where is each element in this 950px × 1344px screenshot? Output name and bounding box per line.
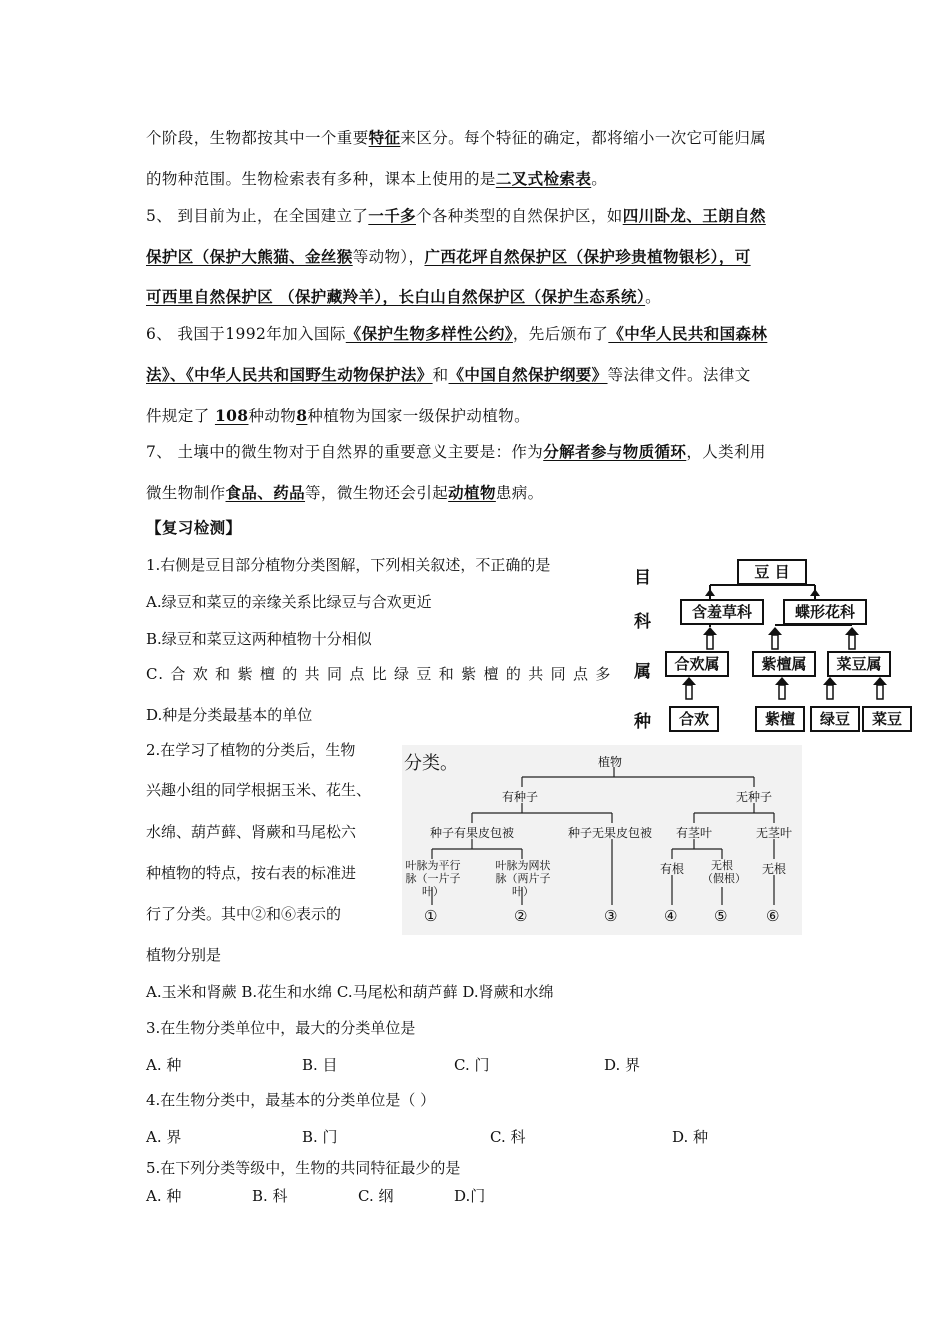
- node-seed: 有种子: [502, 790, 539, 804]
- answer: 广西花坪自然保护区（保护珍贵植物银杉），可: [424, 247, 751, 266]
- text-line: [146, 128, 766, 148]
- answer: 《中国自然保护纲要》: [448, 365, 608, 384]
- question-stem: 兴趣小组的同学根据玉米、花生、: [146, 781, 372, 799]
- node-root-yes: 有根: [660, 862, 685, 876]
- text-line: [146, 247, 751, 267]
- text: 等动物），: [352, 248, 425, 266]
- answer: 《中华人民共和国森林: [608, 324, 768, 343]
- option-c: C. 门: [454, 1056, 490, 1074]
- answer: 动植物: [448, 483, 496, 502]
- question-options: A.玉米和肾蕨 B.花生和水绵 C.马尾松和葫芦藓 D.肾蕨和水绵: [146, 983, 554, 1001]
- node-net: 叶脉为网状脉（两片子叶）: [495, 859, 551, 898]
- level-label: 种: [634, 712, 651, 732]
- question-stem: 3.在生物分类单位中，最大的分类单位是: [146, 1019, 416, 1037]
- answer: 8: [296, 406, 308, 425]
- text-line: [146, 483, 544, 503]
- text: 种动物: [248, 407, 297, 425]
- genus-box: 紫檀属: [752, 651, 816, 677]
- node-root-fake: 无根（假根）: [702, 859, 746, 885]
- answer: 分解者参与物质循环: [543, 442, 687, 461]
- answer: 108: [214, 406, 249, 425]
- text: 。: [645, 288, 662, 306]
- text: 种植物为国家一级保护动植物。: [307, 407, 530, 425]
- leaf-2: ②: [514, 907, 528, 925]
- plant-classification-diagram: [402, 745, 802, 935]
- genus-box: 菜豆属: [827, 651, 891, 677]
- text: 7、 土壤中的微生物对于自然界的重要意义主要是：作为: [146, 443, 544, 461]
- answer: 四川卧龙、王朗自然: [622, 206, 766, 225]
- text: 个阶段，生物都按其中一个重要: [146, 129, 369, 147]
- species-box: 紫檀: [755, 706, 805, 732]
- text-line: [146, 324, 767, 344]
- option-d: D. 界: [604, 1056, 641, 1074]
- level-label: 科: [634, 612, 651, 632]
- text: 等，微生物还会引起: [305, 484, 449, 502]
- text: 5、 到目前为止，在全国建立了: [146, 207, 369, 225]
- option-c: C. 纲: [358, 1187, 394, 1205]
- node-noseed: 无种子: [736, 790, 773, 804]
- text-line: [146, 206, 766, 226]
- text-line: [146, 365, 751, 385]
- option-a: A. 种: [146, 1187, 182, 1205]
- answer: 食品、药品: [225, 483, 306, 502]
- node-naked: 种子无果皮包被: [568, 826, 653, 840]
- option-b: B.绿豆和菜豆这两种植物十分相似: [146, 630, 372, 648]
- section-title: 【复习检测】: [146, 518, 242, 537]
- leaf-1: ①: [424, 907, 438, 925]
- node-parallel: 叶脉为平行脉（一片子叶）: [405, 859, 461, 898]
- text: 患病。: [495, 484, 544, 502]
- leaf-6: ⑥: [766, 907, 780, 925]
- answer: 法》、《中华人民共和国野生动物保护法》: [146, 365, 433, 384]
- leaf-4: ④: [664, 907, 678, 925]
- leaf-5: ⑤: [714, 907, 728, 925]
- text: 件规定了: [146, 407, 215, 425]
- text: 6、 我国于1992年加入国际: [146, 325, 346, 343]
- text-line: [146, 442, 766, 462]
- question-stem: 植物分别是: [146, 946, 222, 964]
- legume-classification-diagram: [625, 555, 910, 745]
- text-line: [146, 406, 530, 426]
- genus-box: 合欢属: [665, 651, 729, 677]
- answer: 一千多: [368, 206, 416, 225]
- text: ，先后颁布了: [512, 325, 609, 343]
- answer: 《保护生物多样性公约》: [345, 324, 513, 343]
- option-c: C. 合 欢 和 紫 檀 的 共 同 点 比 绿 豆 和 紫 檀 的 共 同 点 多: [146, 665, 612, 683]
- family-box: 蝶形花科: [783, 599, 867, 625]
- level-label: 目: [634, 568, 651, 588]
- species-box: 合欢: [669, 706, 719, 732]
- order-box: 豆 目: [737, 559, 807, 585]
- text: 的物种范围。生物检索表有多种，课本上使用的是: [146, 170, 496, 188]
- question-stem: 种植物的特点，按右表的标准进: [146, 864, 357, 882]
- option-a: A.绿豆和菜豆的亲缘关系比绿豆与合欢更近: [146, 593, 432, 611]
- option-a: A. 种: [146, 1056, 182, 1074]
- answer: 保护区（保护大熊猫、金丝猴: [146, 247, 353, 266]
- question-stem: 2.在学习了植物的分类后，生物: [146, 741, 356, 759]
- text: 来区分。每个特征的确定，都将缩小一次它可能归属: [400, 129, 767, 147]
- text: 等法律文件。法律文: [607, 366, 751, 384]
- option-d: D. 种: [672, 1128, 709, 1146]
- question-stem: 行了分类。其中②和⑥表示的: [146, 905, 342, 923]
- option-b: B. 门: [302, 1128, 338, 1146]
- node-nostem: 无茎叶: [756, 826, 793, 840]
- option-d: D.门: [454, 1187, 486, 1205]
- option-a: A. 界: [146, 1128, 182, 1146]
- text: 微生物制作: [146, 484, 226, 502]
- node-root-no: 无根: [762, 862, 787, 876]
- text: 。: [591, 170, 608, 188]
- text: ，人类利用: [686, 443, 766, 461]
- text-line: [146, 169, 607, 189]
- node-covered: 种子有果皮包被: [430, 826, 515, 840]
- node-root: 植物: [598, 755, 623, 769]
- leaf-3: ③: [604, 907, 618, 925]
- node-stem: 有茎叶: [676, 826, 713, 840]
- text: 个各种类型的自然保护区，如: [416, 207, 623, 225]
- family-box: 含羞草科: [680, 599, 764, 625]
- question-stem: 5.在下列分类等级中，生物的共同特征最少的是: [146, 1159, 461, 1177]
- option-c: C. 科: [490, 1128, 526, 1146]
- answer: 二叉式检索表: [495, 169, 592, 188]
- answer: 特征: [368, 128, 401, 147]
- question-stem: 1.右侧是豆目部分植物分类图解，下列相关叙述，不正确的是: [146, 556, 551, 574]
- option-d: D.种是分类最基本的单位: [146, 706, 313, 724]
- answer: 可西里自然保护区 （保护藏羚羊），长白山自然保护区（保护生态系统）: [146, 287, 646, 306]
- question-stem: 4.在生物分类中，最基本的分类单位是（ ）: [146, 1091, 436, 1109]
- text-line: [146, 287, 661, 307]
- option-b: B. 科: [252, 1187, 288, 1205]
- figure-caption: 分类。: [404, 753, 458, 774]
- level-label: 属: [634, 662, 651, 682]
- species-box: 菜豆: [862, 706, 912, 732]
- species-box: 绿豆: [810, 706, 860, 732]
- text: 和: [432, 366, 449, 384]
- option-b: B. 目: [302, 1056, 338, 1074]
- question-stem: 水绵、葫芦藓、肾蕨和马尾松六: [146, 823, 357, 841]
